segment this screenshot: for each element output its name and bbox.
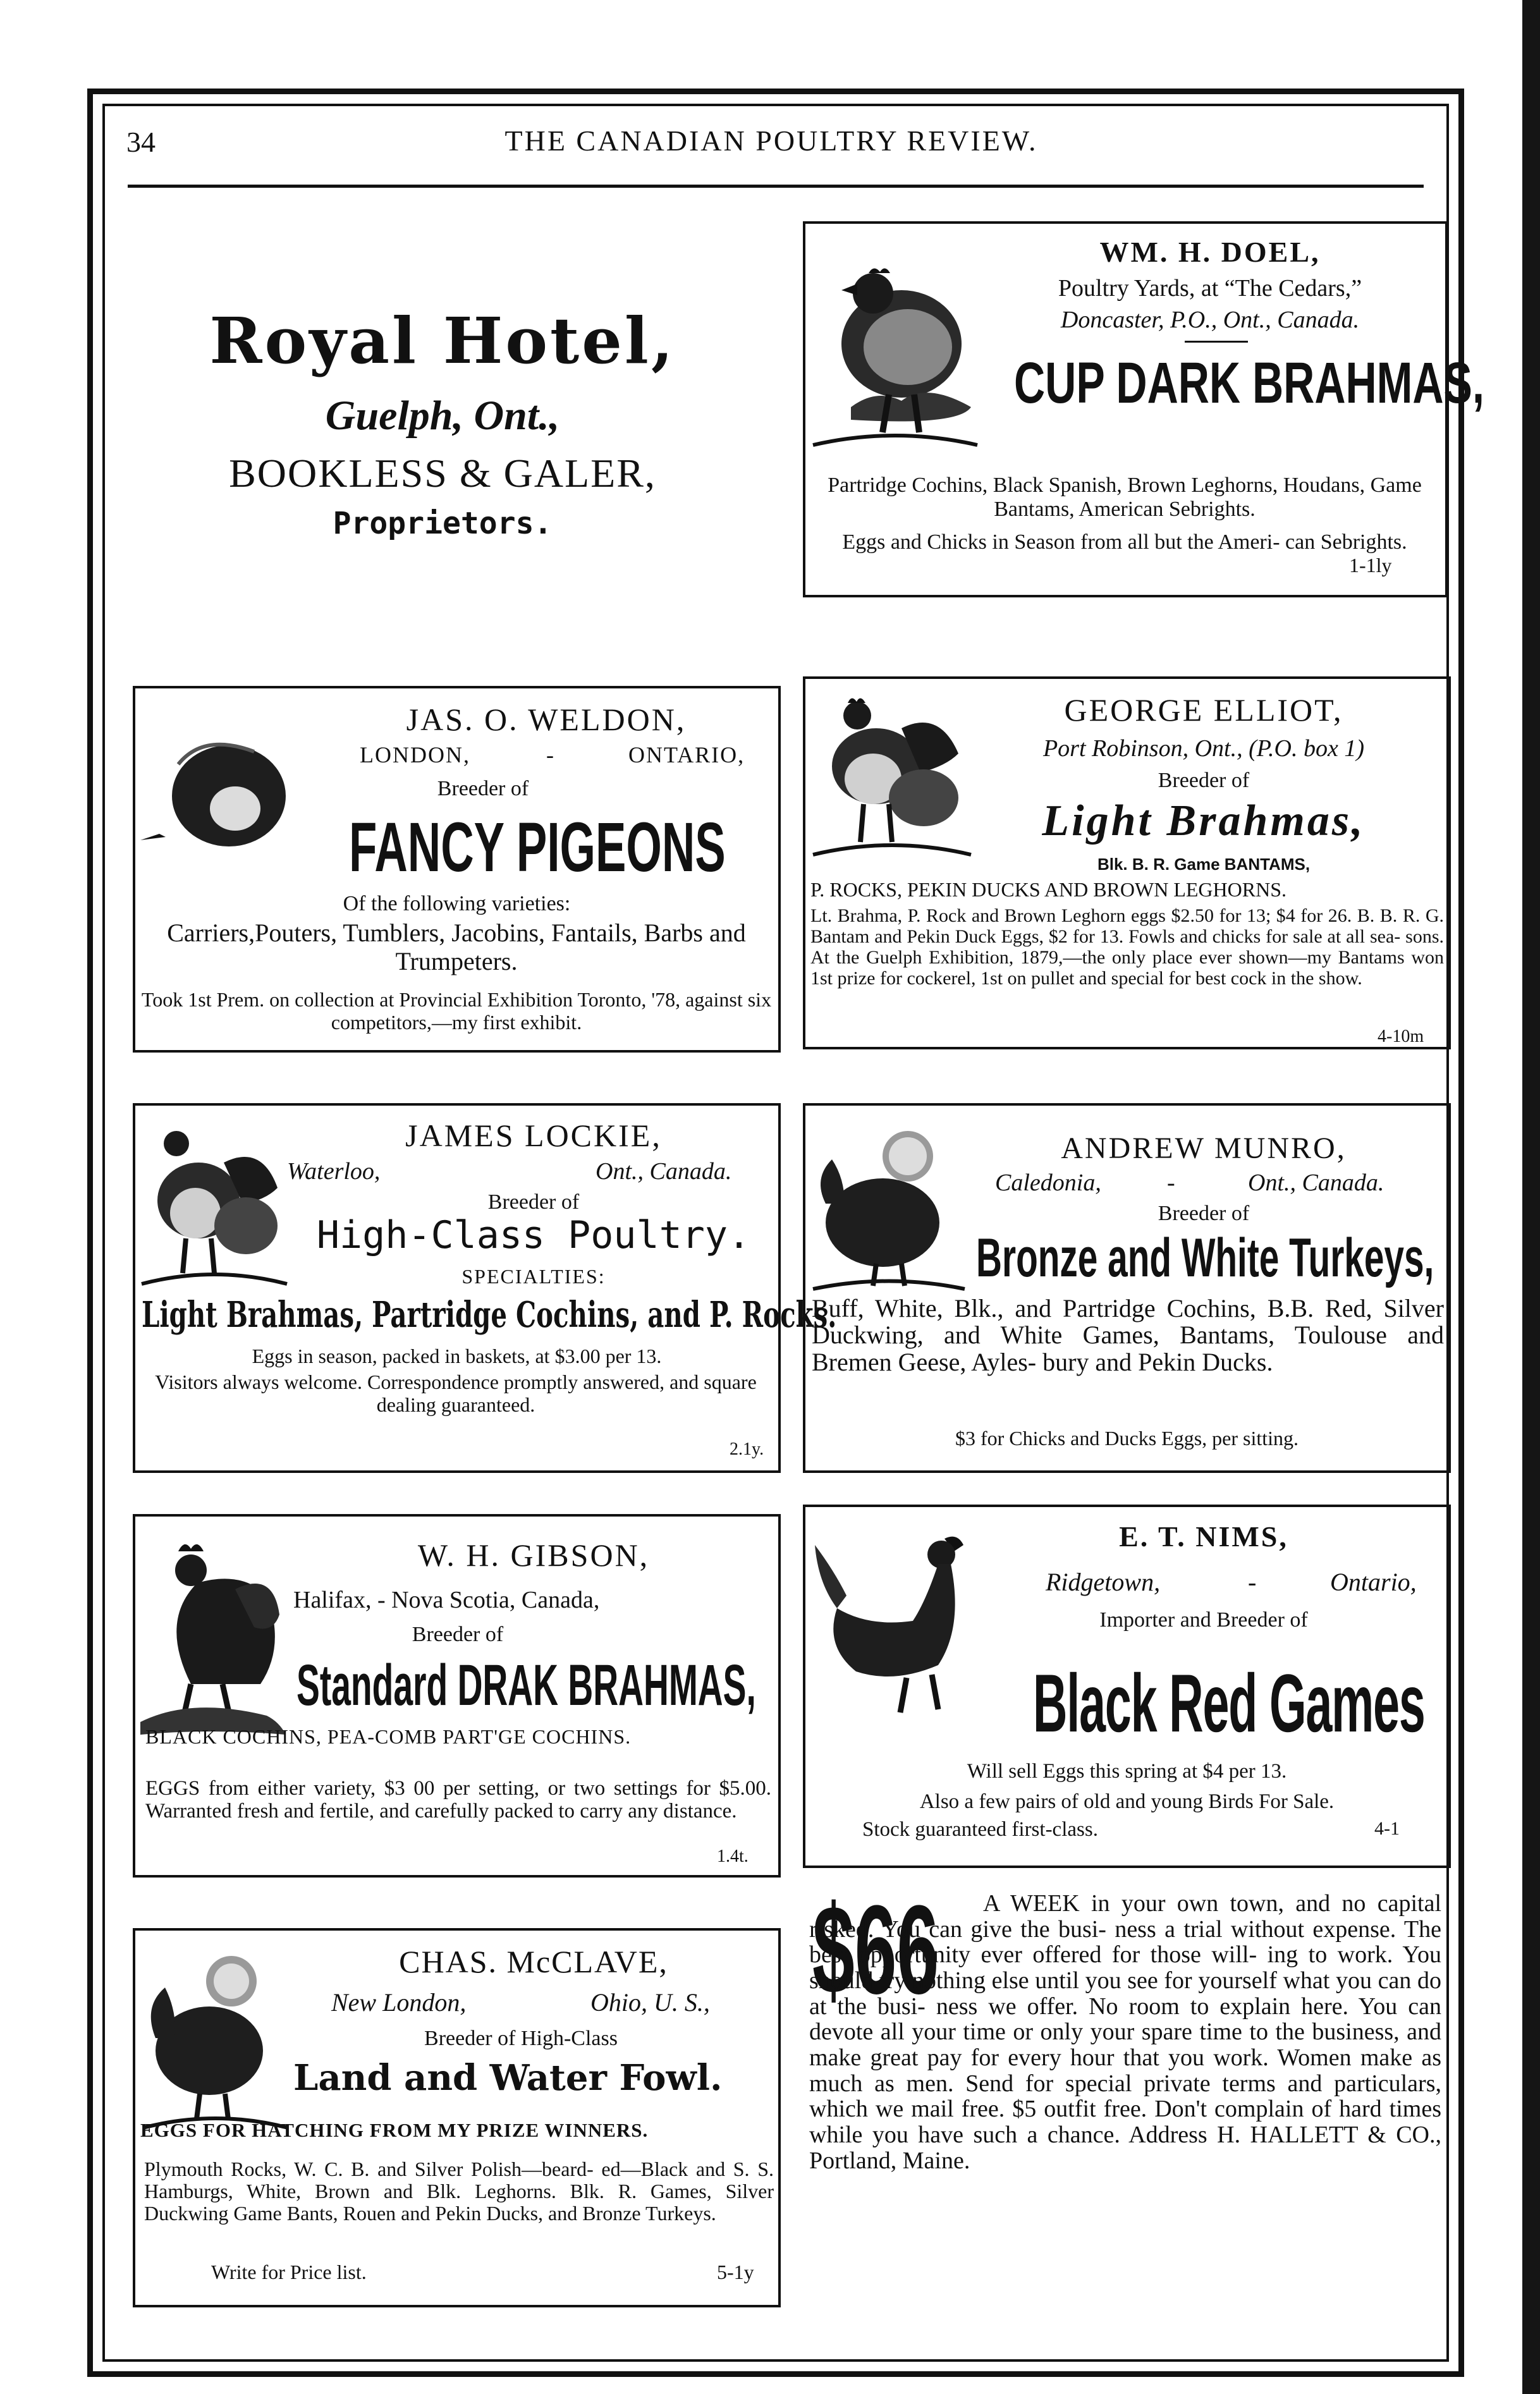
munro-ad — [803, 1103, 1451, 1473]
hotel-role: Proprietors. — [333, 506, 553, 541]
weldon-breeder: Breeder of — [437, 777, 529, 800]
mcclave-breeder: Breeder of High-Class — [424, 2027, 618, 2050]
doel-rule — [1185, 341, 1248, 343]
munro-dash: - — [1167, 1170, 1175, 1196]
running-head: THE CANADIAN POULTRY REVIEW. — [504, 125, 1038, 157]
hotel-name: Royal Hotel, — [209, 303, 676, 378]
polish-hen-icon — [813, 1128, 965, 1298]
nims-ad — [803, 1505, 1451, 1868]
doel-line2: Doncaster, P.O., Ont., Canada. — [1060, 307, 1360, 333]
elliot-name: GEORGE ELLIOT, — [1064, 692, 1343, 728]
nims-headline: Black Red Games — [1033, 1657, 1425, 1749]
lockie-headline: High-Class Poultry. — [316, 1213, 751, 1257]
mcclave-city: New London, — [331, 1988, 467, 2017]
nims-code: 4-1 — [1374, 1818, 1400, 1839]
weldon-province: ONTARIO, — [628, 742, 745, 767]
weldon-name: JAS. O. WELDON, — [406, 702, 687, 737]
munro-headline: Bronze and White Turkeys, — [976, 1228, 1434, 1288]
mcclave-headline: Land and Water Fowl. — [293, 2057, 723, 2099]
doel-line1: Poultry Yards, at “The Cedars,” — [1058, 275, 1362, 302]
gibson-code: 1.4t. — [717, 1847, 749, 1866]
munro-region: Ont., Canada. — [1248, 1170, 1384, 1196]
mcclave-code: 5-1y — [717, 2261, 754, 2283]
weldon-dash: - — [546, 742, 554, 767]
lockie-code: 2.1y. — [730, 1439, 764, 1459]
hallett-body: A WEEK in your own town, and no capital risked. You can give the busi- ness a trial without expense. The best opportunity ever offered for those will- ing to work. You should try nothing else until you see for yourself what you can do at the busi- ness we offer. No room to explain here. You can devote all your time or only your spare time to the business, and make great pay for every hour that you work. Women make as much as men. Send for special private terms and particulars, which we mail free. $5 outfit free. Don't complain of hard times while you have such a chance. Address H. HALLETT & CO., Portland, Maine. — [809, 1890, 1441, 2174]
weldon-ad — [133, 686, 781, 1053]
elliot-body: Lt. Brahma, P. Rock and Brown Leghorn eggs $2.50 for 13; $4 for 26. B. B. R. G. Bantam and Pekin Duck Eggs, $2 for 13. Fowls and chicks for sale at all sea- sons. At the Guelph Exhibition, 1879,—the only place ever shown—my Bantams won 1st prize for cockerel, 1st on pullet and special for best cock in the show. — [810, 905, 1444, 989]
munro-name: ANDREW MUNRO, — [1061, 1132, 1347, 1165]
cochin-rooster-icon — [140, 1532, 286, 1741]
nims-dash: - — [1248, 1568, 1257, 1596]
binding-edge — [1522, 0, 1540, 2394]
lockie-ad — [133, 1103, 837, 1473]
elliot-breeder: Breeder of — [1158, 769, 1250, 792]
pigeon-icon — [140, 726, 292, 878]
nims-line1: Will sell Eggs this spring at $4 per 13. — [967, 1760, 1287, 1783]
hallett-ad — [809, 1879, 1441, 2298]
doel-headline: CUP DARK BRAHMAS, — [1014, 351, 1484, 415]
mcclave-region: Ohio, U. S., — [590, 1988, 710, 2017]
rooster-hen-pair-icon — [813, 690, 971, 867]
munro-body: Buff, White, Blk., and Partridge Cochins, B.B. Red, Silver Duckwing, and White Games, Bantams, Toulouse and Bremen Geese, Ayles- bury and Pekin Ducks. — [812, 1294, 1444, 1376]
weldon-varieties: Carriers,Pouters, Tumblers, Jacobins, Fantails, Barbs and Trumpeters. — [167, 919, 746, 975]
gibson-ad — [133, 1514, 781, 1878]
hotel-place: Guelph, Ont., — [325, 393, 560, 439]
elliot-headline: Light Brahmas, — [1042, 797, 1366, 845]
lockie-specialties: SPECIALTIES: — [461, 1265, 606, 1288]
nims-line3: Stock guaranteed first-class. — [862, 1818, 1098, 1841]
lockie-name: JAMES LOCKIE, — [405, 1118, 662, 1153]
elliot-place: Port Robinson, Ont., (P.O. box 1) — [1042, 735, 1365, 762]
gibson-place: Halifax, - Nova Scotia, Canada, — [293, 1587, 600, 1613]
lockie-breeder: Breeder of — [487, 1190, 580, 1214]
royal-hotel-ad — [126, 278, 759, 569]
elliot-ad — [803, 676, 1451, 1049]
doel-code: 1-1ly — [1349, 554, 1392, 577]
weldon-headline: FANCY PIGEONS — [349, 809, 726, 886]
mcclave-name: CHAS. McCLAVE, — [399, 1944, 668, 1979]
doel-breeds: Partridge Cochins, Black Spanish, Brown Leghorns, Houdans, Game Bantams, American Sebrights. — [828, 473, 1422, 522]
mcclave-price: Write for Price list. — [211, 2261, 367, 2283]
weldon-prize: Took 1st Prem. on collection at Provincial Exhibition Toronto, '78, against six competitors,—my first exhibit. — [141, 988, 772, 1034]
gibson-headline: Standard DRAK BRAHMAS, — [296, 1653, 756, 1718]
brahma-hen-icon — [813, 249, 977, 458]
lockie-breeds: Light Brahmas, Partridge Cochins, and P. Rocks. — [142, 1294, 837, 1336]
mcclave-body: Plymouth Rocks, W. C. B. and Silver Polish—beard- ed—Black and S. S. Hamburgs, White, Brown and Blk. Leghorns. Blk. R. Games, Silver Duckwing Game Bants, Rouen and Pekin Ducks, and Bronze Turkeys. — [144, 2158, 774, 2225]
nims-city: Ridgetown, — [1046, 1568, 1161, 1596]
polish-fowl-icon — [143, 1950, 288, 2139]
lockie-eggs: Eggs in season, packed in baskets, at $3.00 per 13. — [252, 1345, 662, 1367]
mcclave-ad — [133, 1928, 781, 2307]
page-number: 34 — [126, 126, 156, 158]
lockie-region: Ont., Canada. — [596, 1158, 732, 1185]
gibson-breeder: Breeder of — [412, 1623, 504, 1646]
hallett-amount: $66 — [812, 1879, 939, 2020]
elliot-sub2: P. ROCKS, PEKIN DUCKS AND BROWN LEGHORNS. — [810, 878, 1286, 901]
doel-eggs: Eggs and Chicks in Season from all but the Ameri- can Sebrights. — [842, 530, 1407, 554]
munro-city: Caledonia, — [995, 1170, 1101, 1196]
elliot-code: 4-10m — [1378, 1027, 1424, 1046]
lockie-visitors: Visitors always welcome. Correspondence promptly answered, and square dealing guaranteed. — [155, 1371, 757, 1416]
gibson-name: W. H. GIBSON, — [417, 1537, 650, 1573]
nims-name: E. T. NIMS, — [1119, 1520, 1288, 1553]
weldon-varieties-intro: Of the following varieties: — [343, 892, 571, 915]
header-rule — [128, 185, 1424, 188]
game-cock-icon — [812, 1520, 976, 1722]
brahma-pair-icon — [142, 1118, 287, 1295]
hotel-owners: BOOKLESS & GALER, — [229, 451, 656, 496]
munro-breeder: Breeder of — [1158, 1202, 1250, 1225]
doel-ad — [803, 221, 1484, 597]
nims-province: Ontario, — [1330, 1568, 1417, 1596]
gibson-body: EGGS from either variety, $3 00 per setting, or two settings for $5.00. Warranted fresh and fertile, and carefully packed to carry any distance. — [145, 1777, 771, 1823]
nims-line2: Also a few pairs of old and young Birds For Sale. — [919, 1790, 1335, 1813]
weldon-city: LONDON, — [360, 742, 470, 767]
mcclave-sub: EGGS FOR HATCHING FROM MY PRIZE WINNERS. — [140, 2119, 649, 2141]
munro-price: $3 for Chicks and Ducks Eggs, per sitting. — [955, 1427, 1299, 1450]
elliot-sub1: Blk. B. R. Game BANTAMS, — [1097, 855, 1311, 874]
nims-role: Importer and Breeder of — [1099, 1608, 1308, 1632]
lockie-city: Waterloo, — [287, 1158, 381, 1185]
gibson-sub: BLACK COCHINS, PEA-COMB PART'GE COCHINS. — [145, 1725, 632, 1748]
doel-name: WM. H. DOEL, — [1099, 236, 1321, 268]
